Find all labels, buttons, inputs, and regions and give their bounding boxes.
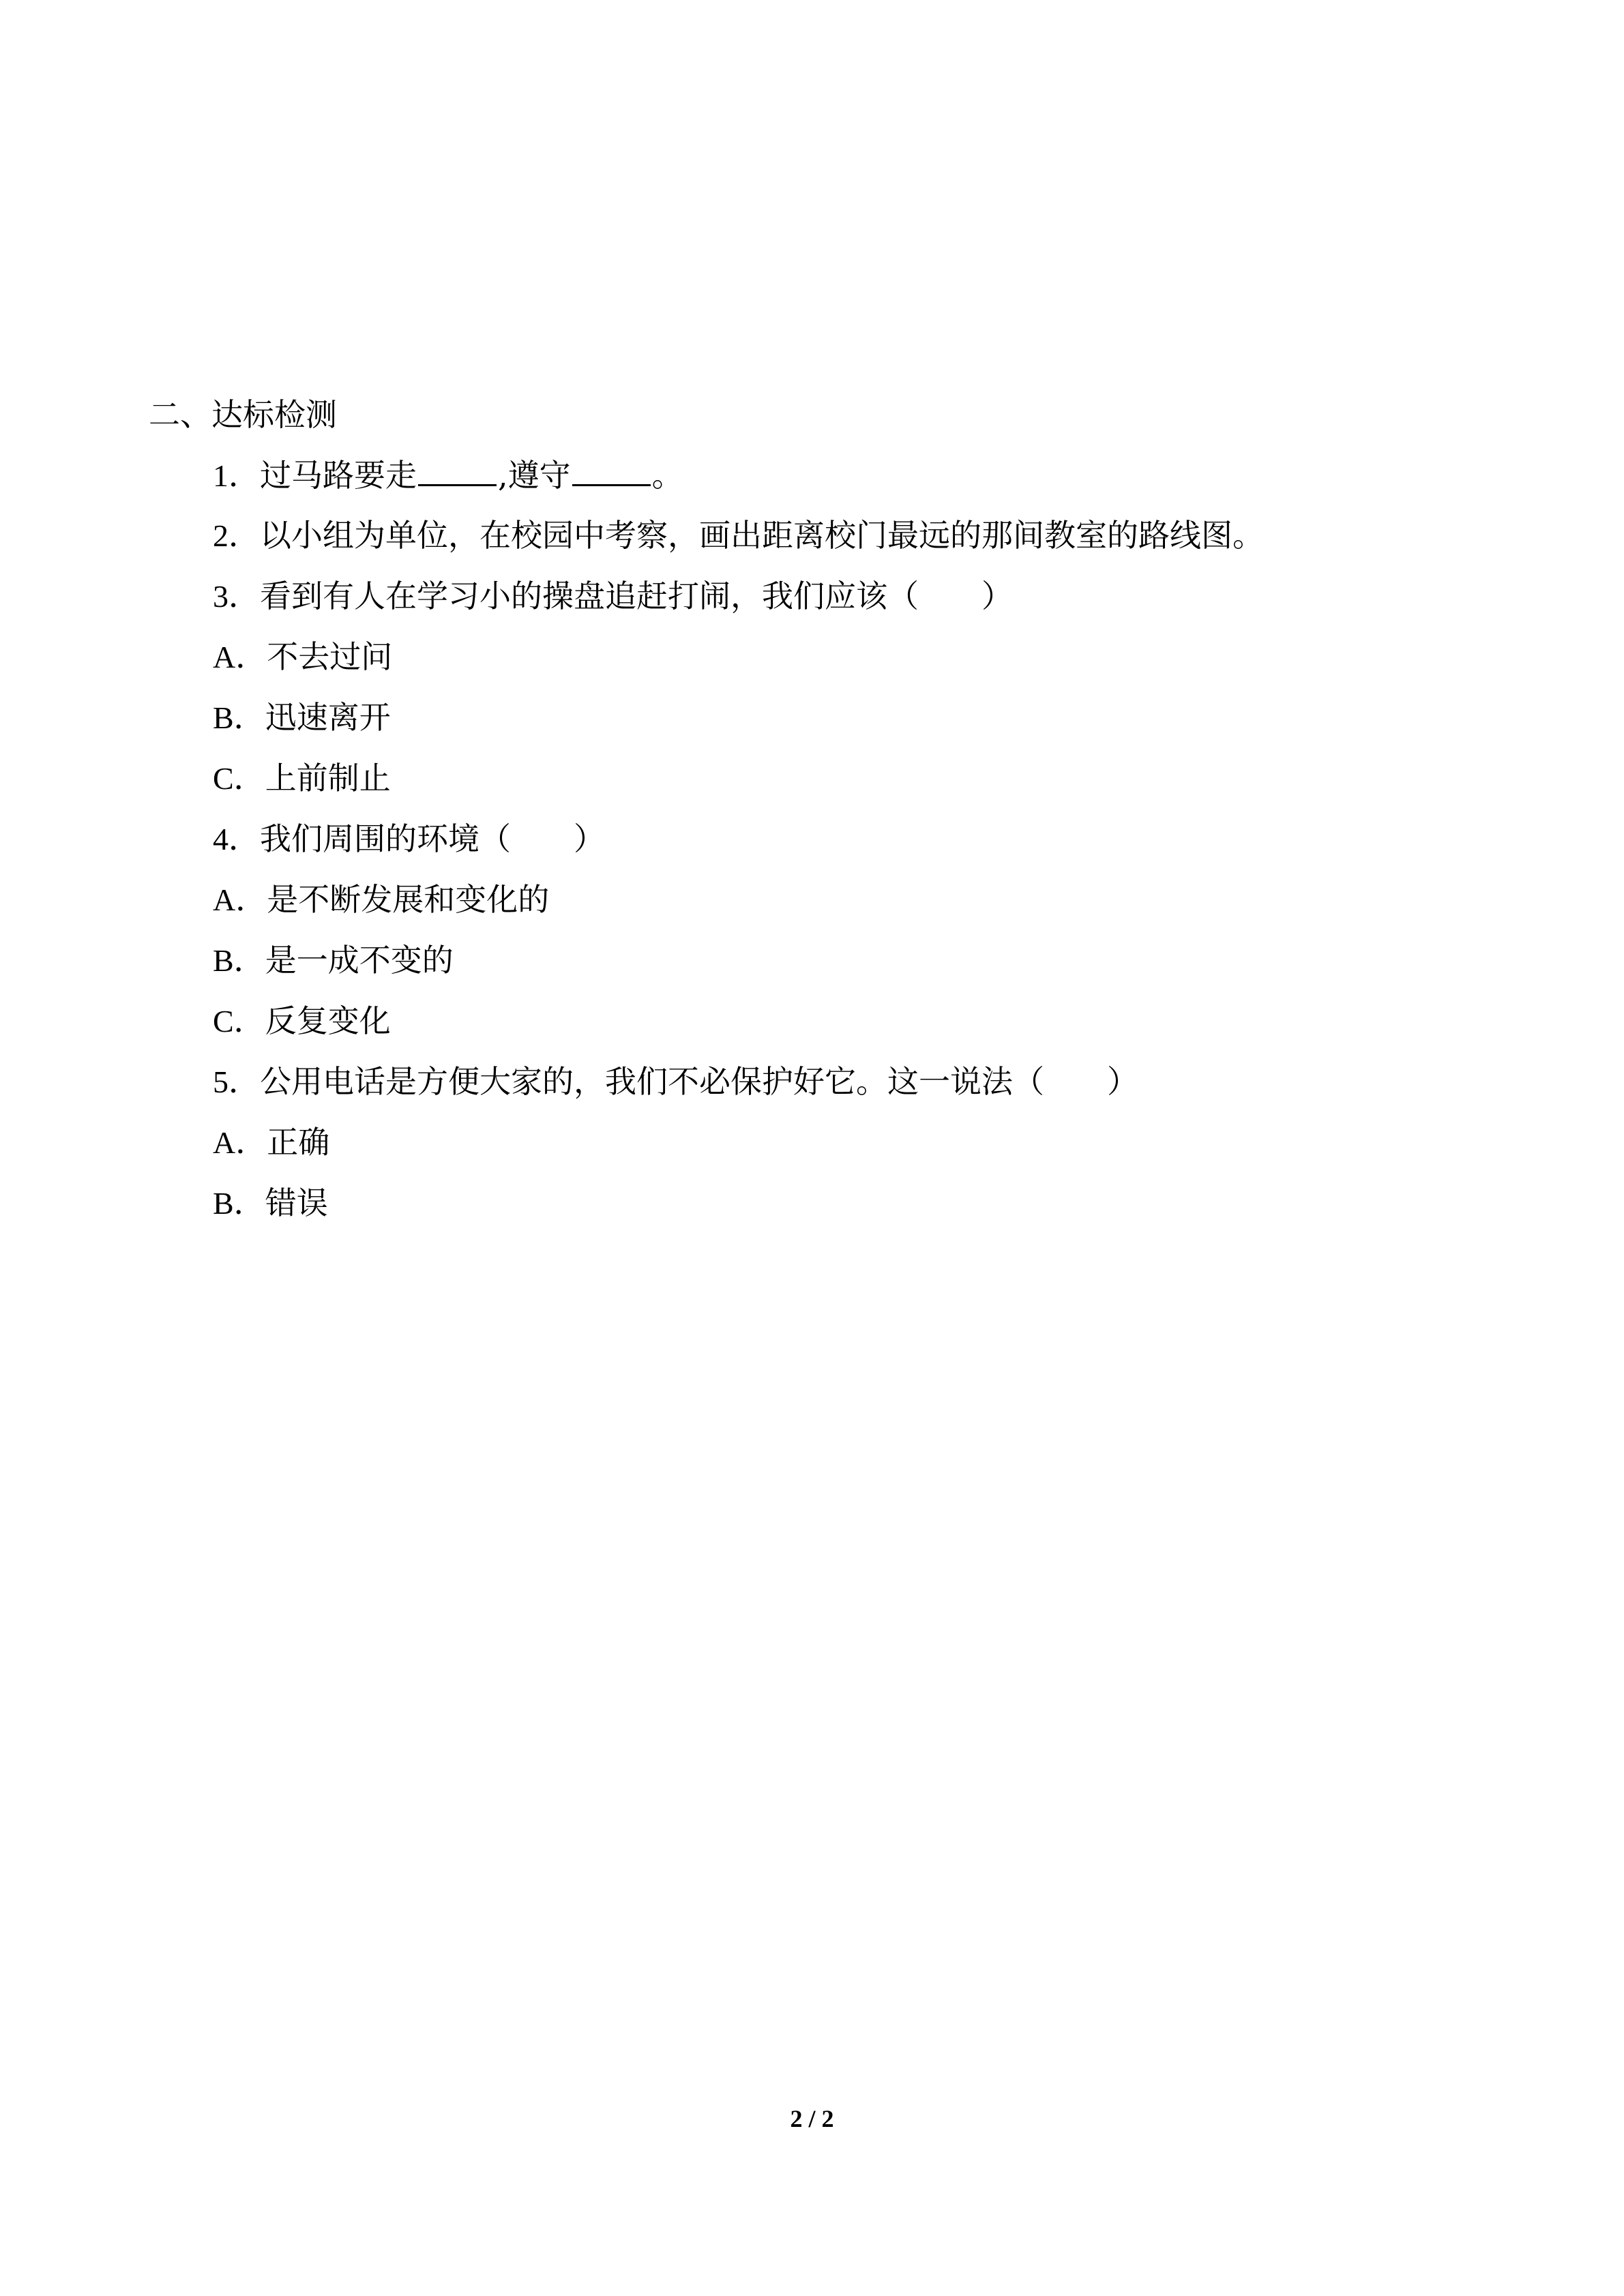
option-b — [213, 697, 1543, 758]
question-text: 看到有人在学习小的操盘追赶打闹，我们应该（ — [260, 578, 919, 614]
option-text: 正确 — [267, 1124, 330, 1161]
page-number: 2 / 2 — [790, 2105, 834, 2132]
option-text: 错误 — [265, 1184, 328, 1221]
option-label: A． — [213, 1125, 267, 1160]
option-c — [213, 1000, 1543, 1061]
option-label: B． — [213, 943, 265, 978]
question-text: 以小组为单位，在校园中考察，画出距离校门最远的那间教室的路线图。 — [260, 517, 1264, 554]
answer-parenthesis[interactable]: ） — [1044, 1063, 1138, 1100]
answer-blank-2[interactable] — [572, 454, 651, 486]
option-label: B． — [213, 700, 265, 735]
section-title: 二、达标检测 — [149, 396, 337, 433]
option-text: 反复变化 — [265, 1002, 391, 1039]
option-a — [213, 1122, 1543, 1182]
question-number: 2． — [213, 518, 260, 553]
option-c — [213, 758, 1543, 818]
option-a — [213, 636, 1543, 697]
question-number: 3． — [213, 579, 260, 614]
question-text: 。 — [651, 457, 683, 494]
question-number: 1． — [213, 458, 260, 493]
question-list — [213, 454, 1543, 1243]
answer-parenthesis[interactable]: ） — [919, 578, 1013, 614]
option-label: B． — [213, 1186, 265, 1221]
question-number: 4． — [213, 822, 260, 856]
question-2 — [213, 515, 1543, 576]
answer-parenthesis[interactable]: ） — [511, 820, 605, 857]
option-text: 不去过问 — [267, 638, 393, 675]
question-4 — [213, 818, 1543, 879]
question-text: 过马路要走 — [260, 457, 417, 494]
question-3 — [213, 576, 1543, 636]
question-1 — [213, 454, 1543, 515]
option-text: 迅速离开 — [265, 699, 391, 736]
question-5 — [213, 1061, 1543, 1122]
option-a — [213, 879, 1543, 940]
option-b — [213, 940, 1543, 1000]
question-number: 5． — [213, 1064, 260, 1099]
answer-blank-1[interactable] — [418, 454, 497, 486]
option-label: C． — [213, 1004, 265, 1039]
question-text: 我们周围的环境（ — [260, 820, 511, 857]
option-label: C． — [213, 761, 265, 796]
option-text: 是不断发展和变化的 — [267, 881, 550, 918]
option-text: 上前制止 — [265, 760, 391, 796]
question-text: ,遵守 — [498, 457, 571, 494]
option-label: A． — [213, 882, 267, 917]
question-text: 公用电话是方便大家的，我们不必保护好它。这一说法（ — [260, 1063, 1044, 1100]
option-b — [213, 1182, 1543, 1243]
option-text: 是一成不变的 — [265, 942, 454, 979]
option-label: A． — [213, 640, 267, 674]
